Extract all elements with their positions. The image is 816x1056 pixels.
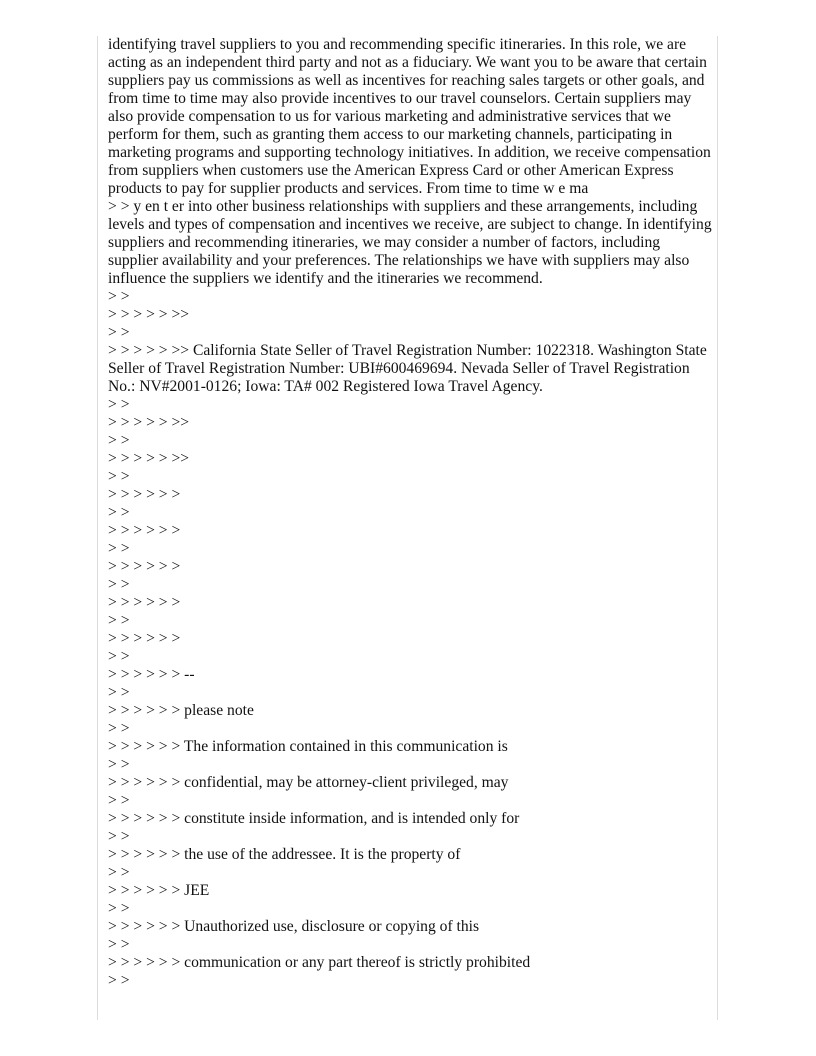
quote-line: > > > > > >> (108, 450, 190, 467)
quote-line: > > > > > > (108, 594, 181, 611)
quote-line: > > > > > >> (108, 414, 190, 431)
disclaimer-line: > > > > > > JEE (108, 882, 210, 899)
quote-line: > > > > > >> (108, 306, 190, 323)
quote-line: > > (108, 612, 130, 629)
quote-line: > > (108, 540, 130, 557)
quote-line: > > (108, 576, 130, 593)
quote-line: > > (108, 432, 130, 449)
quote-line: > > (108, 900, 130, 917)
quote-line: > > (108, 864, 130, 881)
quote-line: > > (108, 792, 130, 809)
signature-separator-line: > > > > > > -- (108, 666, 195, 683)
quote-line: > > > > > > (108, 630, 181, 647)
quote-line: > > (108, 324, 130, 341)
disclaimer-line: > > > > > > The information contained in this communication is (108, 738, 508, 755)
quote-line: > > > > > > (108, 522, 181, 539)
disclaimer-line: > > > > > > please note (108, 702, 254, 719)
document-page (97, 36, 718, 1020)
disclaimer-line: > > > > > > communication or any part thereof is strictly prohibited (108, 954, 531, 971)
quote-line: > > (108, 936, 130, 953)
quote-line: > > (108, 468, 130, 485)
quote-line: > > (108, 720, 130, 737)
quote-line: > > (108, 684, 130, 701)
disclaimer-line: > > > > > > Unauthorized use, disclosure or copying of this (108, 918, 480, 935)
paragraph-business-relationships: > > y en t er into other business relationships with suppliers and these arrangements, including levels and types of compensation and incentives we receive, are subject to change. In identifying suppliers and recommending itineraries, we may consider a number of factors, including supplier availability and your preferences. The relationships we have with suppliers may also influence the suppliers we identify and the itineraries we recommend. (108, 198, 712, 287)
disclaimer-line: > > > > > > the use of the addressee. It is the property of (108, 846, 461, 863)
quote-line: > > (108, 648, 130, 665)
quote-line: > > > > > > (108, 558, 181, 575)
quote-line: > > (108, 972, 130, 989)
disclaimer-line: > > > > > > confidential, may be attorney-client privileged, may (108, 774, 509, 791)
paragraph-registration-numbers: > > > > > >> California State Seller of Travel Registration Number: 1022318. Washington State Seller of Travel Registration Number: UBI#600469694. Nevada Seller of Travel Registration No.: NV#2001-0126; Iowa: TA# 002 Registered Iowa Travel Agency. (108, 342, 707, 395)
disclaimer-line: > > > > > > constitute inside information, and is intended only for (108, 810, 520, 827)
paragraph-supplier-relationships: identifying travel suppliers to you and recommending specific itineraries. In this role, we are acting as an independent third party and not as a fiduciary. We want you to be aware that certain suppliers pay us commissions as well as incentives for reaching sales targets or other goals, and from time to time may also provide incentives to our travel counselors. Certain suppliers may also provide compensation to us for various marketing and administrative services that we perform for them, such as granting them access to our marketing channels, participating in marketing programs and supporting technology initiatives. In addition, we receive compensation from suppliers when customers use the American Express Card or other American Express products to pay for supplier products and services. From time to time w e ma (108, 36, 711, 197)
quote-line: > > (108, 288, 130, 305)
quote-line: > > (108, 504, 130, 521)
quote-line: > > (108, 756, 130, 773)
quote-line: > > > > > > (108, 486, 181, 503)
email-body (108, 36, 712, 990)
quote-line: > > (108, 396, 130, 413)
quote-line: > > (108, 828, 130, 845)
